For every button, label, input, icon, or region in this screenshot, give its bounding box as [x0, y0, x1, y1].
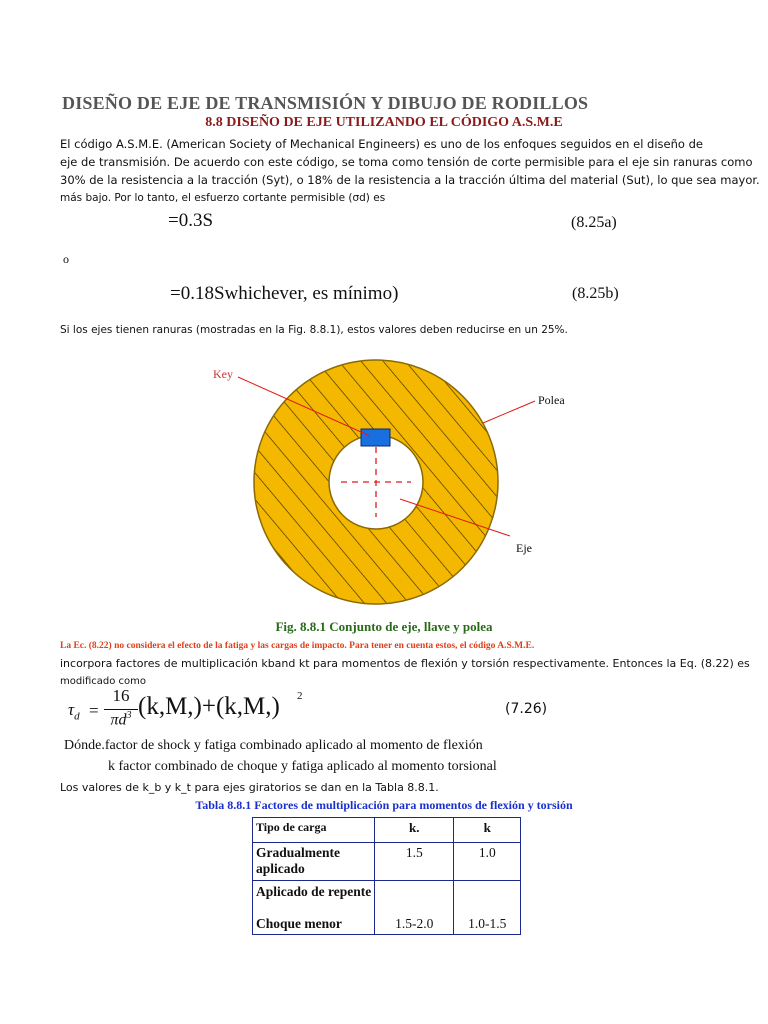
- header-kb: k.: [375, 818, 454, 843]
- row-kt: 1.0-1.5: [454, 881, 521, 935]
- fatigue-note: La Ec. (8.22) no considera el efecto de la fatiga y las cargas de impacto. Para tener en cuenta estos, el código A.S.M.E.: [60, 641, 535, 651]
- definition-kt: k factor combinado de choque y fatiga aplicado al momento torsional: [108, 759, 497, 774]
- intro-line: El código A.S.M.E. (American Society of Mechanical Engineers) es uno de los enfoques seguidos en el diseño de: [60, 137, 703, 151]
- formula-denominator: $\pi d^3$: [110, 710, 132, 729]
- figure-caption: Fig. 8.8.1 Conjunto de eje, llave y polea: [275, 619, 493, 634]
- shaft-key-pulley-figure: [200, 355, 560, 615]
- intro-line: más bajo. Por lo tanto, el esfuerzo cortante permisible (σd) es: [60, 192, 386, 204]
- row-label: Gradualmente aplicado: [253, 843, 375, 881]
- shaft-label: Eje: [516, 541, 532, 555]
- row-kt: 1.0: [454, 843, 521, 881]
- notes-line: incorpora factores de multiplicación kband kt para momentos de flexión y torsión respectivamente. Entonces la Eq. (8.22) es: [60, 657, 750, 670]
- row-kb: 1.5-2.0: [375, 881, 454, 935]
- header-kt: k: [454, 818, 521, 843]
- formula-tau: $\tau_d$: [68, 700, 80, 723]
- keyway-note: Si los ejes tienen ranuras (mostradas en la Fig. 8.8.1), estos valores deben reducirse en un 25%.: [60, 324, 568, 336]
- section-title: 8.8 DISEÑO DE EJE UTILIZANDO EL CÓDIGO A.S.M.E: [205, 115, 563, 130]
- pulley-label: Polea: [538, 393, 565, 407]
- key-block: [361, 429, 390, 446]
- formula-numerator: 16: [112, 686, 130, 705]
- formula-body: (k,M,)+(k,M,): [138, 693, 280, 720]
- equation-number: (8.25b): [572, 285, 619, 302]
- table-caption: Tabla 8.8.1 Factores de multiplicación para momentos de flexión y torsión: [195, 798, 573, 812]
- formula-equals: =: [89, 701, 99, 720]
- equation-number: (8.25a): [571, 214, 617, 231]
- table-row: [253, 843, 521, 881]
- table-header-row: [253, 818, 521, 843]
- formula-number: (7.26): [505, 701, 548, 717]
- key-label: Key: [213, 367, 233, 381]
- equation-8-25b: =0.18Swhichever, es mínimo): [170, 283, 399, 304]
- intro-line: 30% de la resistencia a la tracción (Syt), o 18% de la resistencia a la tracción última del material (Sut), lo que sea mayor.: [60, 173, 760, 187]
- row-kb: 1.5: [375, 843, 454, 881]
- equation-8-25a: =0.3S: [168, 210, 214, 231]
- definition-kb: Dónde.factor de shock y fatiga combinado aplicado al momento de flexión: [64, 738, 483, 753]
- formula-exponent: 2: [297, 690, 303, 702]
- row-label: Aplicado de repente Choque menor: [253, 881, 375, 935]
- intro-paragraph: [60, 135, 760, 207]
- or-text: o: [63, 252, 69, 266]
- table-row: [253, 881, 521, 935]
- header-load-type: Tipo de carga: [253, 818, 375, 843]
- document-title: DISEÑO DE EJE DE TRANSMISIÓN Y DIBUJO DE RODILLOS: [62, 93, 589, 113]
- notes-line: modificado como: [60, 676, 147, 687]
- notes-paragraph: [60, 655, 750, 691]
- table-reference: Los valores de k_b y k_t para ejes giratorios se dan en la Tabla 8.8.1.: [60, 781, 439, 794]
- multiplication-factors-table: [252, 817, 521, 935]
- intro-line: eje de transmisión. De acuerdo con este código, se toma como tensión de corte permisible para el eje sin ranuras como: [60, 155, 753, 169]
